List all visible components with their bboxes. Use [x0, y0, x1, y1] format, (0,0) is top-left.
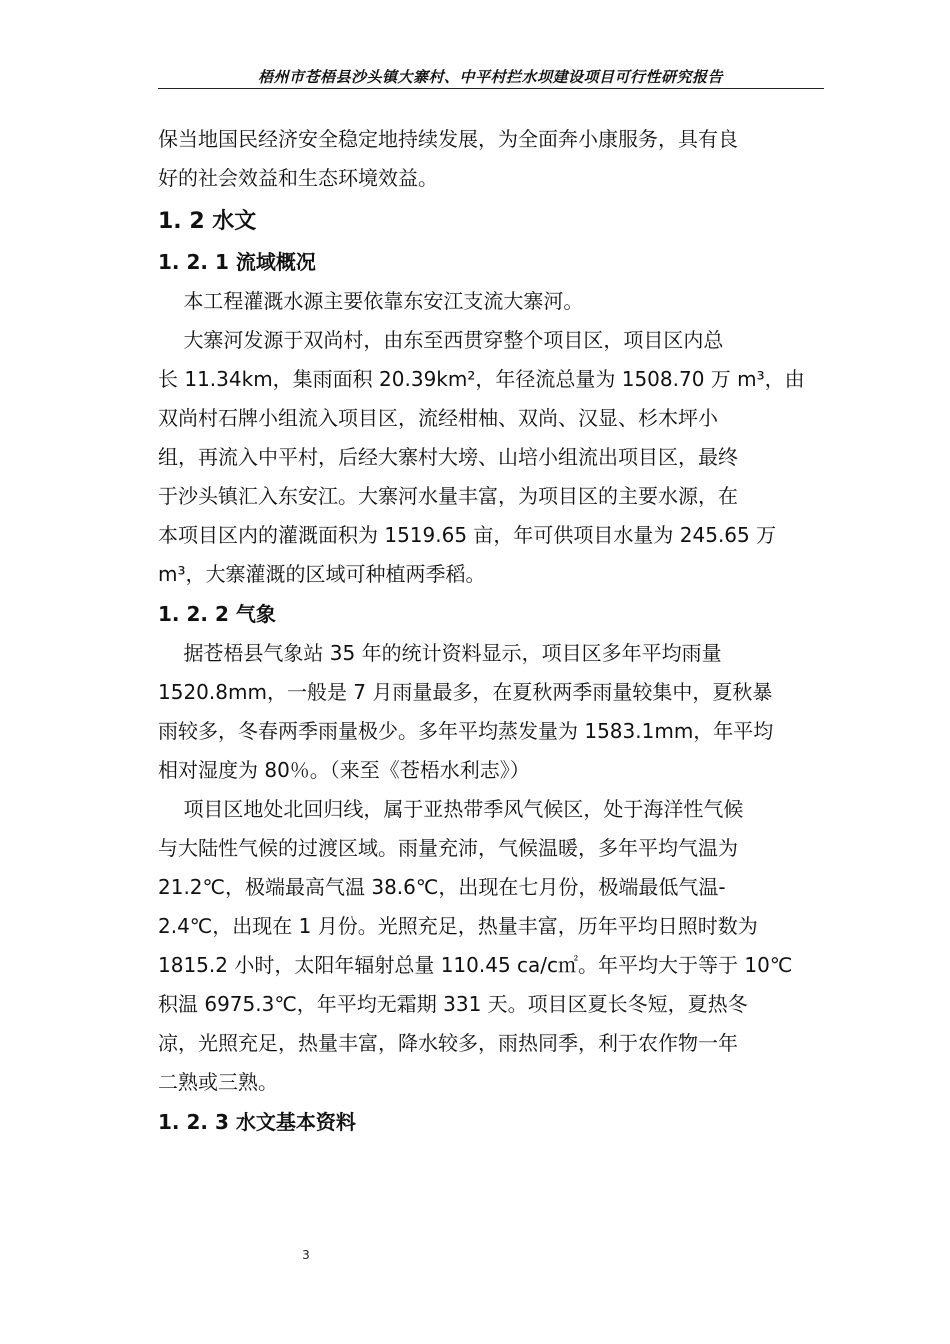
paragraph-line: 二熟或三熟。 — [158, 1070, 278, 1094]
paragraph-line: 项目区地处北回归线，属于亚热带季风气候区，处于海洋性气候 — [158, 797, 744, 821]
paragraph-line: m³，大寨灌溉的区域可种植两季稻。 — [158, 562, 486, 586]
paragraph-line: 积温 6975.3℃，年平均无霜期 331 天。项目区夏长冬短，夏热冬 — [158, 992, 748, 1016]
paragraph-line: 2.4℃，出现在 1 月份。光照充足，热量丰富，历年平均日照时数为 — [158, 914, 758, 938]
paragraph-line: 本项目区内的灌溉面积为 1519.65 亩，年可供项目水量为 245.65 万 — [158, 523, 777, 547]
paragraph-line: 据苍梧县气象站 35 年的统计资料显示，项目区多年平均雨量 — [158, 641, 722, 665]
paragraph-line: 保当地国民经济安全稳定地持续发展，为全面奔小康服务，具有良 — [158, 127, 738, 151]
paragraph-line: 长 11.34km，集雨面积 20.39km²，年径流总量为 1508.70 万 m³，由 — [158, 367, 805, 391]
page-header-title: 梧州市苍梧县沙头镇大寨村、中平村拦水坝建设项目可行性研究报告 — [257, 68, 723, 86]
paragraph-line: 于沙头镇汇入东安江。大寨河水量丰富，为项目区的主要水源，在 — [158, 484, 738, 508]
paragraph-line: 雨较多，冬春两季雨量极少。多年平均蒸发量为 1583.1mm，年平均 — [158, 719, 774, 743]
paragraph-line: 21.2℃，极端最高气温 38.6℃，出现在七月份，极端最低气温- — [158, 875, 726, 899]
page-number: 3 — [302, 1248, 310, 1262]
subsection-heading-hydro-data: 1. 2. 3 水文基本资料 — [158, 1110, 356, 1134]
paragraph-line: 与大陆性气候的过渡区域。雨量充沛，气候温暖，多年平均气温为 — [158, 836, 738, 860]
paragraph-line: 双尚村石牌小组流入项目区，流经柑柚、双尚、汉显、杉木坪小 — [158, 406, 718, 430]
header-rule — [158, 88, 824, 89]
paragraph-line: 好的社会效益和生态环境效益。 — [158, 166, 438, 190]
paragraph-line: 本工程灌溉水源主要依靠东安江支流大寨河。 — [158, 289, 584, 313]
subsection-heading-basin: 1. 2. 1 流域概况 — [158, 250, 316, 274]
paragraph-line: 大寨河发源于双尚村，由东至西贯穿整个项目区，项目区内总 — [158, 328, 724, 352]
document-body — [158, 120, 826, 1142]
subsection-heading-climate: 1. 2. 2 气象 — [158, 602, 276, 626]
paragraph-line: 1815.2 小时，太阳年辐射总量 110.45 ca/c㎡。年平均大于等于 10℃ — [158, 953, 793, 977]
paragraph-line: 组，再流入中平村，后经大寨村大塝、山培小组流出项目区，最终 — [158, 445, 738, 469]
section-heading-hydrology: 1. 2 水文 — [158, 209, 257, 234]
paragraph-line: 凉，光照充足，热量丰富，降水较多，雨热同季，利于农作物一年 — [158, 1031, 738, 1055]
paragraph-line: 1520.8mm，一般是 7 月雨量最多，在夏秋两季雨量较集中，夏秋暴 — [158, 680, 773, 704]
paragraph-line: 相对湿度为 80％。（来至《苍梧水利志》） — [158, 758, 530, 782]
